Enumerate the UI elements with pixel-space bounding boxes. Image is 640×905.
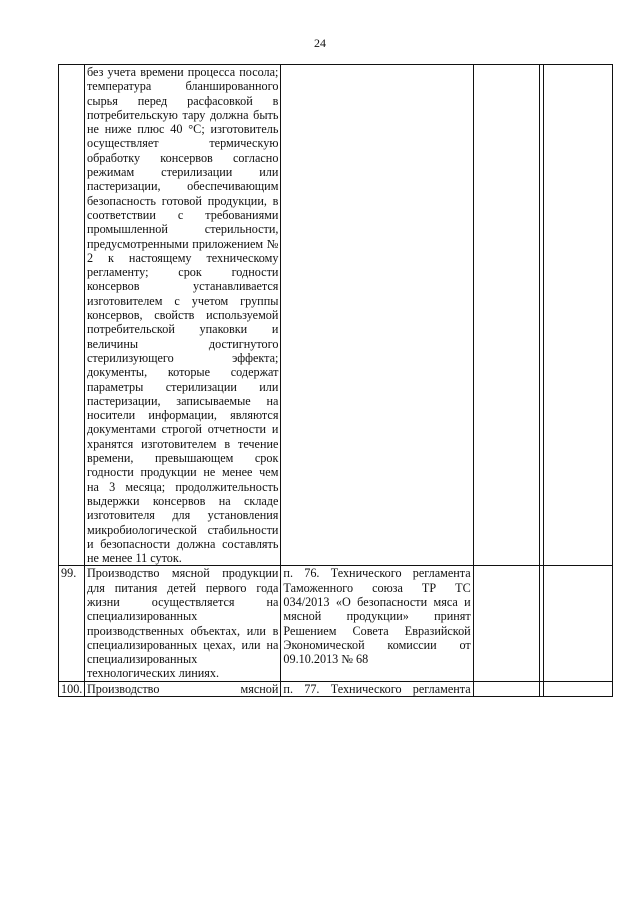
- table-row: [59, 65, 613, 566]
- requirement-text: Производство мясной: [84, 681, 280, 696]
- empty-cell: [473, 65, 540, 566]
- empty-cell: [544, 566, 613, 681]
- requirement-text: без учета времени процесса посола; температура бланшированного сырья перед расфасовкой в потребительскую тару должна быть не ниже плюс 40 °С; изготовитель осуществляет термическую обработку консервов согласно режимам стерилизации или пастеризации, обеспечивающим безопасность готовой продукции, в соответствии с требованиями промышленной стерильности, предусмотренными приложением № 2 к настоящему техническому регламенту; срок годности консервов устанавливается изготовителем с учетом группы консервов, свойств используемой потребительской упаковки и величины достигнутого стерилизующего эффекта; документы, которые содержат параметры стерилизации или пастеризации, записываемые на носители информации, являются документами строгой отчетности и хранятся изготовителем в течение времени, превышающем срок годности продукции не менее чем на 3 месяца; продолжительность выдержки консервов на складе изготовителя для установления микробиологической стабильности и безопасности должна составлять не менее 11 суток.: [84, 65, 280, 566]
- requirement-text: Производство мясной продукции для питания детей первого года жизни осуществляется на специализированных производственных объектах, или в специализированных цехах, или на специализированных технологических линиях.: [84, 566, 280, 681]
- row-number: [59, 65, 85, 566]
- page-number: 24: [314, 36, 326, 50]
- requirements-table: [58, 64, 613, 697]
- empty-cell: [544, 65, 613, 566]
- empty-cell: [473, 681, 540, 696]
- reference-text: [281, 65, 473, 566]
- row-number: 99.: [59, 566, 85, 681]
- reference-text: п. 76. Технического регламента Таможенного союза ТР ТС 034/2013 «О безопасности мяса и мясной продукции» принят Решением Совета Евразийской Экономической комиссии от 09.10.2013 № 68: [281, 566, 473, 681]
- table-row: [59, 566, 613, 681]
- reference-text: п. 77. Технического регламента: [281, 681, 473, 696]
- empty-cell: [544, 681, 613, 696]
- empty-cell: [473, 566, 540, 681]
- row-number: 100.: [59, 681, 85, 696]
- table-row: [59, 681, 613, 696]
